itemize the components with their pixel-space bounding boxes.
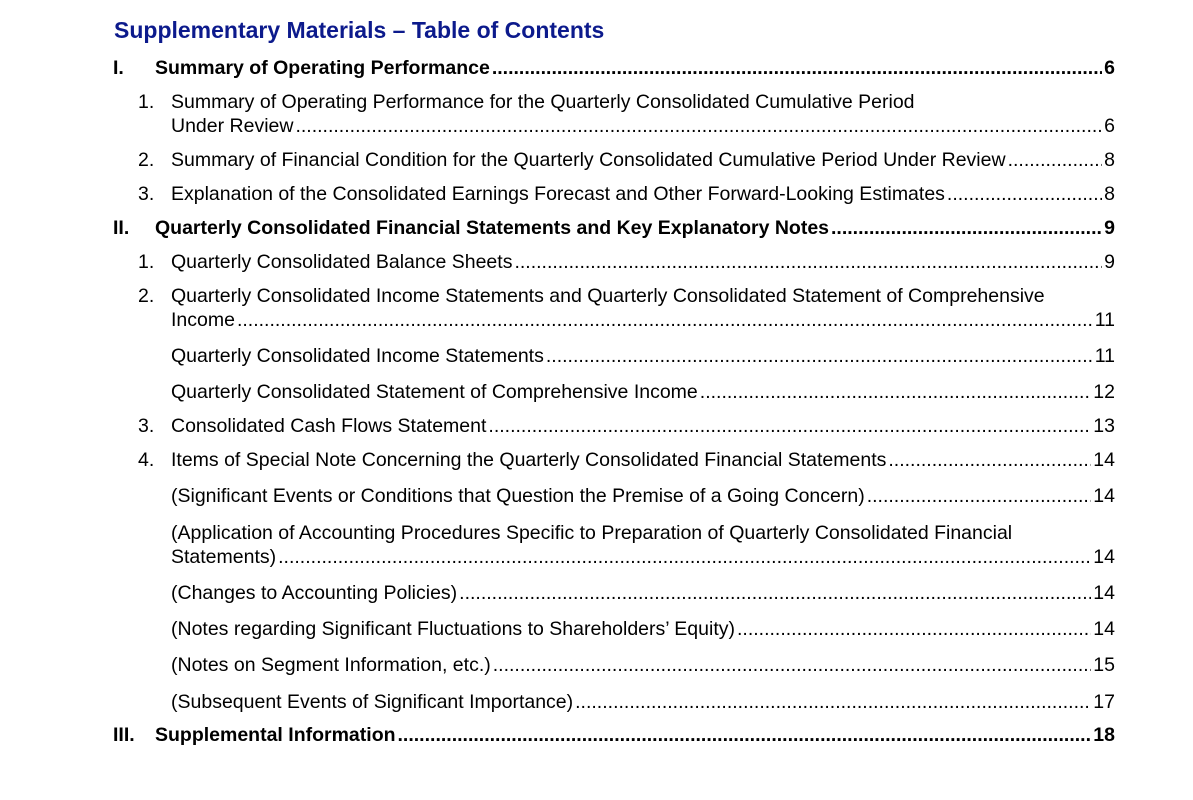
- page-number: 12: [1093, 381, 1115, 403]
- dot-leader: [1008, 148, 1103, 172]
- toc-entry-2-4-e[interactable]: [171, 653, 1115, 677]
- toc-entry-section-1[interactable]: [113, 56, 1115, 80]
- entry-number: I.: [113, 57, 124, 79]
- dot-leader: [947, 182, 1102, 206]
- dot-leader: [278, 545, 1091, 569]
- entry-number: 1.: [138, 91, 155, 113]
- page-number: 14: [1093, 582, 1115, 604]
- entry-title: Quarterly Consolidated Financial Statements and Key Explanatory Notes: [155, 217, 830, 239]
- entry-title: Quarterly Consolidated Balance Sheets: [171, 251, 513, 273]
- toc-entry-2-4[interactable]: [138, 448, 1115, 472]
- entry-number: III.: [113, 724, 135, 746]
- entry-title-line-1: Quarterly Consolidated Income Statements and Quarterly Consolidated Statement of Comprehensive: [171, 285, 1045, 307]
- entry-title: Summary of Operating Performance: [155, 57, 490, 79]
- dot-leader: [867, 484, 1092, 508]
- entry-title: (Notes regarding Significant Fluctuations to Shareholders’ Equity): [171, 618, 735, 640]
- toc-entry-2-2-a[interactable]: [171, 344, 1115, 368]
- entry-title: Consolidated Cash Flows Statement: [171, 415, 487, 437]
- entry-number: II.: [113, 217, 130, 239]
- toc-entry-2-1[interactable]: [138, 250, 1115, 274]
- dot-leader: [514, 250, 1102, 274]
- entry-title-line-1: Summary of Operating Performance for the Quarterly Consolidated Cumulative Period: [171, 91, 915, 113]
- entry-number: 2.: [138, 285, 155, 307]
- entry-number: 3.: [138, 183, 155, 205]
- page-title: Supplementary Materials – Table of Contents: [114, 17, 605, 43]
- dot-leader: [492, 56, 1102, 80]
- dot-leader: [493, 653, 1092, 677]
- page-number: 14: [1093, 449, 1115, 471]
- entry-title-line-2: Under Review: [171, 115, 294, 137]
- entry-title: Supplemental Information: [155, 724, 396, 746]
- toc-entry-1-1[interactable]: [138, 90, 1115, 138]
- entry-title: Explanation of the Consolidated Earnings Forecast and Other Forward-Looking Estimates: [171, 183, 945, 205]
- toc-entry-1-3[interactable]: [138, 182, 1115, 206]
- dot-leader: [700, 380, 1092, 404]
- page-number: 6: [1104, 57, 1115, 79]
- dot-leader: [546, 344, 1093, 368]
- toc-entry-2-3[interactable]: [138, 414, 1115, 438]
- toc-entry-2-4-b[interactable]: [171, 521, 1115, 569]
- page-number: 8: [1104, 183, 1115, 205]
- toc-entry-section-3[interactable]: [113, 723, 1115, 747]
- entry-number: 1.: [138, 251, 155, 273]
- dot-leader: [237, 308, 1093, 332]
- entry-title: (Changes to Accounting Policies): [171, 582, 458, 604]
- page-number: 6: [1104, 115, 1115, 137]
- page-number: 17: [1093, 691, 1115, 713]
- dot-leader: [295, 114, 1102, 138]
- dot-leader: [398, 723, 1092, 747]
- dot-leader: [459, 581, 1091, 605]
- page-number: 15: [1093, 654, 1115, 676]
- entry-title: Items of Special Note Concerning the Quarterly Consolidated Financial Statements: [171, 449, 887, 471]
- entry-number: 3.: [138, 415, 155, 437]
- entry-title: (Subsequent Events of Significant Importance): [171, 691, 574, 713]
- dot-leader: [575, 690, 1091, 714]
- entry-title: Quarterly Consolidated Income Statements: [171, 345, 544, 367]
- page-number: 14: [1093, 618, 1115, 640]
- toc-entry-2-2[interactable]: [138, 284, 1115, 332]
- toc-entry-2-4-a[interactable]: [171, 484, 1115, 508]
- toc-entry-2-2-b[interactable]: [171, 380, 1115, 404]
- toc-entry-1-2[interactable]: [138, 148, 1115, 172]
- dot-leader: [488, 414, 1091, 438]
- toc-entry-2-4-d[interactable]: [171, 617, 1115, 641]
- page-number: 18: [1093, 724, 1115, 746]
- toc-entry-2-4-c[interactable]: [171, 581, 1115, 605]
- dot-leader: [831, 216, 1102, 240]
- toc-entry-2-4-f[interactable]: [171, 690, 1115, 714]
- entry-title: Summary of Financial Condition for the Quarterly Consolidated Cumulative Period Under Review: [171, 149, 1006, 171]
- page-number: 11: [1094, 309, 1115, 331]
- page-number: 11: [1094, 345, 1115, 367]
- entry-number: 4.: [138, 449, 155, 471]
- entry-title: (Notes on Segment Information, etc.): [171, 654, 491, 676]
- entry-title: (Significant Events or Conditions that Question the Premise of a Going Concern): [171, 485, 865, 507]
- entry-title: Quarterly Consolidated Statement of Comprehensive Income: [171, 381, 698, 403]
- entry-title-line-2: Statements): [171, 546, 277, 568]
- entry-title-line-1: (Application of Accounting Procedures Specific to Preparation of Quarterly Consolidated Financial: [171, 522, 1013, 544]
- page-number: 9: [1104, 217, 1115, 239]
- page-number: 8: [1104, 149, 1115, 171]
- entry-title-line-2: Income: [171, 309, 235, 331]
- entry-number: 2.: [138, 149, 155, 171]
- page-number: 13: [1093, 415, 1115, 437]
- page-number: 14: [1093, 485, 1115, 507]
- page-number: 14: [1093, 546, 1115, 568]
- toc-entry-section-2[interactable]: [113, 216, 1115, 240]
- dot-leader: [737, 617, 1091, 641]
- page-number: 9: [1104, 251, 1115, 273]
- dot-leader: [888, 448, 1091, 472]
